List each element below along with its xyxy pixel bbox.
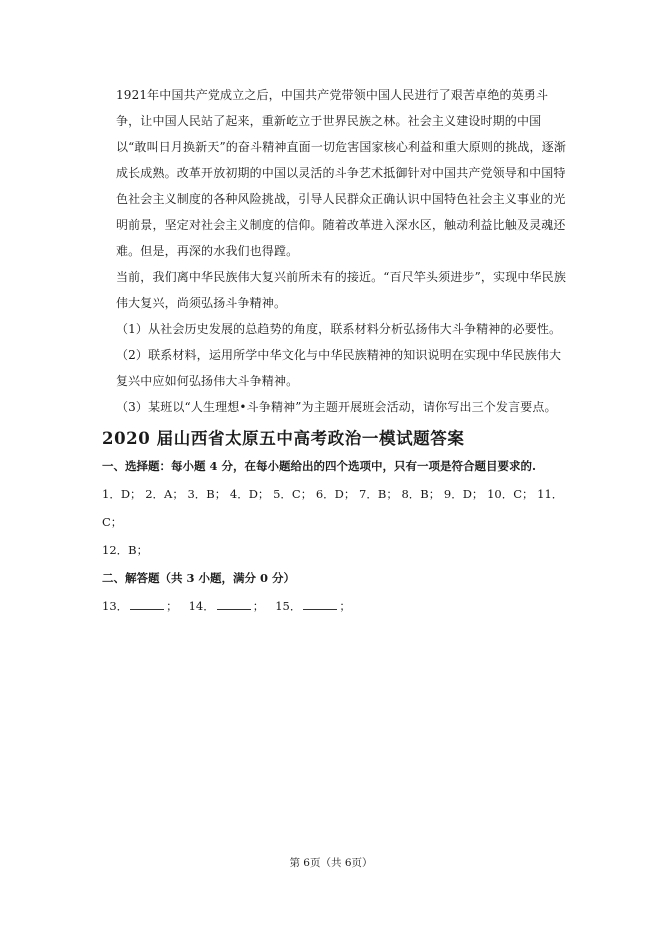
choice-answers-line-2: 12．B； (102, 543, 149, 557)
question-3: （3）某班以“人生理想•斗争精神”为主题开展班会活动，请你写出三个发言要点。 (116, 400, 557, 414)
material-passage (116, 82, 566, 420)
page-footer: 第 6页（共 6页） (289, 857, 373, 869)
blank-15-line (303, 597, 337, 610)
blank-14-line (217, 597, 251, 610)
blank-14-sep: ； (252, 599, 265, 613)
question-2: （2）联系材料，运用所学中华文化与中华民族精神的知识说明在实现中华民族伟大复兴中应如何弘扬伟大斗争精神。 (116, 348, 562, 388)
blank-14-label: 14． (188, 599, 215, 613)
passage-paragraph-1: 1921年中国共产党成立之后，中国共产党带领中国人民进行了艰苦卓绝的英勇斗争，让中国人民站了起来，重新屹立于世界民族之林。社会主义建设时期的中国以“敢叫日月换新天”的奋斗精神直面一切危害国家核心利益和重大原则的挑战，逐渐成长成熟。改革开放初期的中国以灵活的斗争艺术抵御针对中国共产党领导和中国特色社会主义制度的各种风险挑战，引导人民群众正确认识中国特色社会主义事业的光明前景，坚定对社会主义制度的信仰。随着改革进入深水区，触动利益比触及灵魂还难。但是，再深的水我们也得蹚。 (116, 88, 566, 258)
essay-blanks-row (102, 592, 572, 620)
choice-answers-line-1: 1．D； 2．A； 3．B； 4．D； 5．C； 6．D； 7．B； 8．B； 9．D； 10．C； 11．C； (102, 487, 564, 529)
blank-15-sep: ； (339, 599, 351, 613)
answer-key-body (102, 452, 572, 620)
section1-header: 一、选择题：每小题 4 分，在每小题给出的四个选项中，只有一项是符合题目要求的. (102, 459, 537, 473)
blank-13-line (130, 597, 164, 610)
section2-header: 二、解答题（共 3 小题，满分 0 分） (102, 571, 296, 585)
answer-key-title: 2020 届山西省太原五中高考政治一模试题答案 (102, 429, 465, 448)
blank-15-label: 15． (275, 599, 302, 613)
passage-paragraph-2: 当前，我们离中华民族伟大复兴前所未有的接近。“百尺竿头须进步”，实现中华民族伟大复兴，尚须弘扬斗争精神。 (116, 270, 566, 310)
question-1: （1）从社会历史发展的总趋势的角度，联系材料分析弘扬伟大斗争精神的必要性。 (116, 322, 562, 336)
blank-13-sep: ； (166, 599, 178, 613)
blank-13-label: 13． (102, 599, 129, 613)
